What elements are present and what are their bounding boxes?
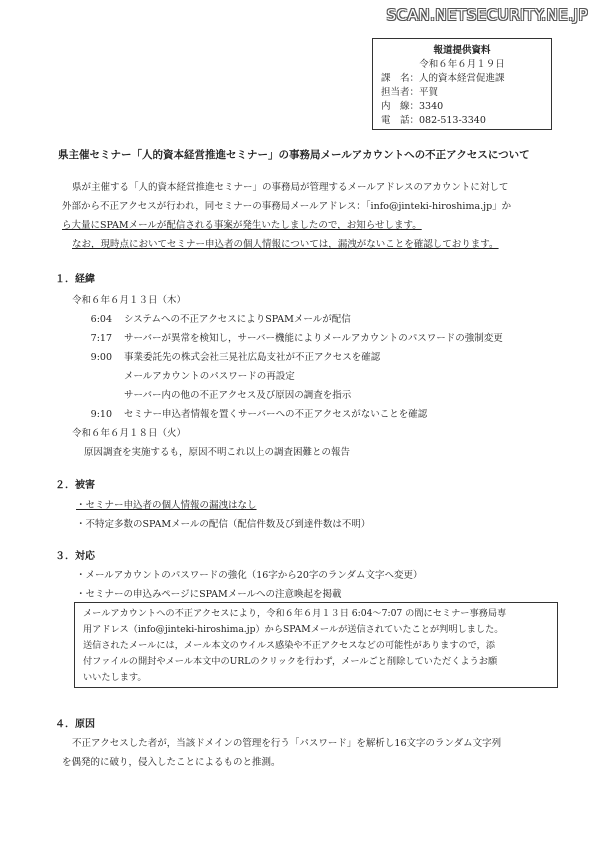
history-event: 原因調査を実施するも，原因不明これ以上の調査困難との報告 [84,447,351,458]
intro-line: 外部から不正アクセスが行われ，同セミナーの事務局メールアドレス：「info@jinteki-hiroshima.jp」か [62,201,512,212]
history-event: 9:00 事業委託先の株式会社三晃社広島支社が不正アクセスを確認 [90,352,381,363]
press-box-extension: 内 線：3340 [381,101,444,112]
press-box-phone: 電 話：082-513-3340 [381,115,486,126]
damage-item: ・セミナー申込者の個人情報の漏洩はなし [76,500,257,511]
press-box-contact: 担当者：平賀 [381,87,439,98]
history-event: 6:04 システムへの不正アクセスによりSPAMメールが配信 [90,314,351,325]
response-item: ・メールアカウントのパスワードの強化（16字から20字のランダム文字へ変更） [76,570,423,581]
intro-line-note: なお，現時点においてセミナー申込者の個人情報については，漏洩がないことを確認しております。 [72,239,499,250]
history-event: 9:10 セミナー申込者情報を置くサーバーへの不正アクセスがないことを確認 [90,409,428,420]
notice-line: いいたします。 [83,672,147,683]
history-date: 令和６年６月１３日（木） [72,295,187,306]
document-title: 県主催セミナー「人的資本経営推進セミナー」の事務局メールアカウントへの不正アクセスについて [58,149,530,161]
response-item: ・セミナーの申込みページにSPAMメールへの注意喚起を掲載 [76,589,342,600]
cause-line: 不正アクセスした者が，当該ドメインの管理を行う「パスワード」を解析し16文字のランダム文字列 [72,738,502,749]
press-box-date: 令和６年６月１９日 [419,59,505,70]
history-event: メールアカウントのパスワードの再設定 [124,371,295,382]
intro-paragraph [62,178,552,254]
press-info-box [372,38,552,130]
damage-item: ・不特定多数のSPAMメールの配信（配信件数及び到達件数は不明） [76,519,371,530]
watermark: SCAN.NETSECURITY.NE.JP [386,6,588,24]
section-heading-response: ３．対応 [55,551,95,562]
cause-line: を偶発的に破り，侵入したことによるものと推測。 [62,757,281,768]
intro-line: ら大量にSPAMメールが配信される事案が発生いたしましたので，お知らせします。 [62,220,422,231]
spam-notice-box [74,602,558,688]
press-box-title: 報道提供資料 [433,45,491,56]
notice-line: 送信されたメールには，メール本文のウイルス感染や不正アクセスなどの可能性がありますので，添 [83,640,496,651]
intro-line: 県が主催する「人的資本経営推進セミナー」の事務局が管理するメールアドレスのアカウントに対して [72,182,509,193]
press-box-department: 課 名：人的資本経営促進課 [381,73,505,84]
section-heading-damage: ２．被害 [55,480,95,491]
notice-line: メールアカウントへの不正アクセスにより，令和６年６月１３日 6:04～7:07 の間にセミナー事務局専 [83,608,507,619]
history-date: 令和６年６月１８日（火） [72,428,187,439]
section-heading-cause: ４．原因 [55,719,95,730]
history-event: 7:17 サーバーが異常を検知し，サーバー機能によりメールアカウントのパスワードの強制変更 [90,333,503,344]
notice-line: 用アドレス（info@jinteki-hiroshima.jp）からSPAMメールが送信されていたことが判明しました。 [83,624,504,635]
section-heading-history: １．経緯 [55,274,95,285]
history-event: サーバー内の他の不正アクセス及び原因の調査を指示 [124,390,352,401]
notice-line: 付ファイルの開封やメール本文中のURLのクリックを行わず，メールごと削除していただくようお願 [83,656,498,667]
